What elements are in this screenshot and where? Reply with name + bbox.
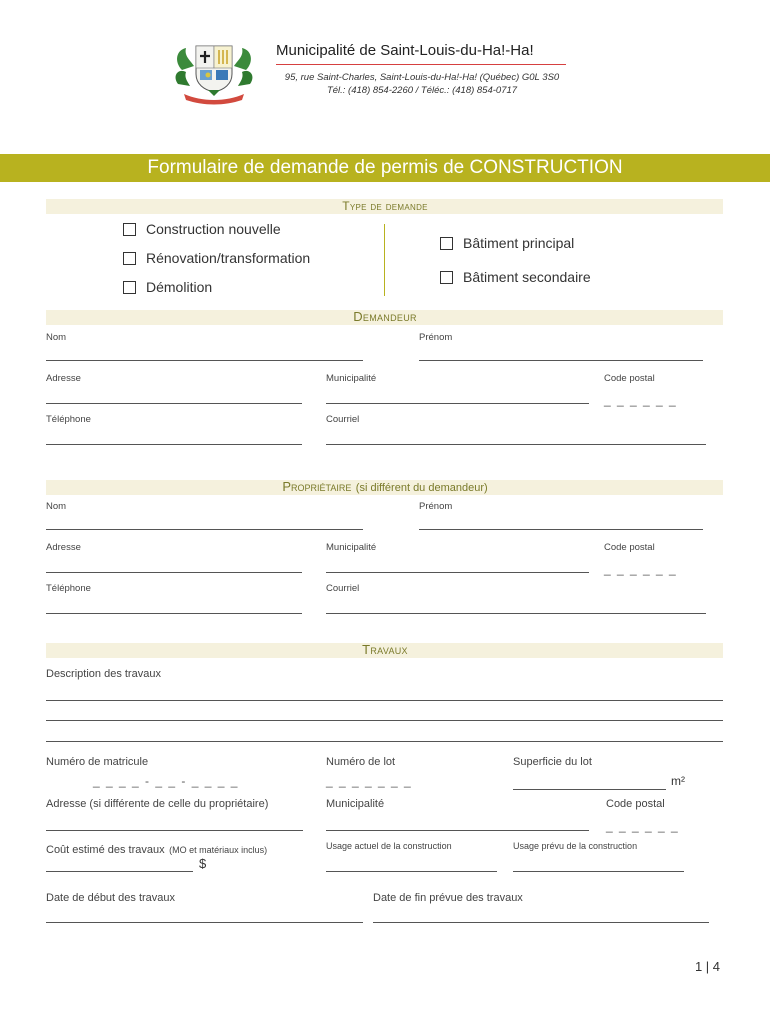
proprietaire-telephone-label: Téléphone — [46, 583, 91, 594]
demandeur-courriel-label: Courriel — [326, 414, 360, 425]
travaux-adresse-field[interactable] — [46, 830, 303, 831]
page-number: 1 | 4 — [694, 959, 720, 974]
proprietaire-code-postal-label: Code postal — [604, 542, 655, 553]
usage-actuel-field[interactable] — [326, 871, 497, 872]
proprietaire-courriel-field[interactable] — [326, 613, 706, 614]
demandeur-prenom-label: Prénom — [419, 332, 453, 343]
proprietaire-courriel-label: Courriel — [326, 583, 360, 594]
demandeur-adresse-field[interactable] — [46, 403, 302, 404]
demandeur-municipalite-label: Municipalité — [326, 373, 377, 384]
travaux-description-line-1[interactable] — [46, 700, 723, 701]
usage-prevu-field[interactable] — [513, 871, 684, 872]
cout-field[interactable] — [46, 871, 193, 872]
option-batiment-principal[interactable] — [440, 235, 574, 251]
checkbox[interactable] — [123, 252, 136, 265]
option-label: Bâtiment principal — [463, 235, 575, 251]
travaux-adresse-label: Adresse (si différente de celle du propriétaire) — [46, 798, 269, 810]
usage-actuel-label: Usage actuel de la construction — [326, 841, 452, 851]
proprietaire-nom-label: Nom — [46, 501, 67, 512]
option-renovation-transformation[interactable] — [123, 250, 310, 266]
cout-label-wrap — [46, 840, 267, 858]
proprietaire-title: Propriétaire — [282, 479, 352, 494]
travaux-municipalite-label: Municipalité — [326, 798, 385, 810]
date-fin-field[interactable] — [373, 922, 709, 923]
demandeur-telephone-label: Téléphone — [46, 414, 91, 425]
proprietaire-nom-field[interactable] — [46, 529, 363, 530]
demandeur-municipalite-field[interactable] — [326, 403, 589, 404]
date-debut-label: Date de début des travaux — [46, 892, 176, 904]
demandeur-adresse-label: Adresse — [46, 373, 81, 384]
matricule-label: Numéro de matricule — [46, 756, 149, 768]
checkbox[interactable] — [123, 281, 136, 294]
demandeur-nom-field[interactable] — [46, 360, 363, 361]
demandeur-nom-label: Nom — [46, 332, 67, 343]
proprietaire-code-postal-field[interactable]: _ _ _ _ _ _ — [604, 562, 678, 576]
municipal-coat-of-arms-logo — [172, 40, 256, 106]
cout-label: Coût estimé des travaux — [46, 844, 165, 856]
option-batiment-secondaire[interactable] — [440, 269, 591, 285]
travaux-description-line-2[interactable] — [46, 720, 723, 721]
option-label: Bâtiment secondaire — [463, 269, 591, 285]
superficie-field[interactable] — [513, 789, 666, 790]
cout-note: (MO et matériaux inclus) — [169, 845, 268, 855]
lot-label: Numéro de lot — [326, 756, 396, 768]
superficie-unit: m² — [671, 774, 685, 788]
proprietaire-municipalite-label: Municipalité — [326, 542, 377, 553]
type-divider — [384, 224, 385, 296]
demandeur-title: Demandeur — [353, 309, 417, 324]
date-fin-label: Date de fin prévue des travaux — [373, 892, 523, 904]
demandeur-prenom-field[interactable] — [419, 360, 703, 361]
municipality-name: Municipalité de Saint-Louis-du-Ha!-Ha! — [276, 42, 534, 59]
proprietaire-prenom-label: Prénom — [419, 501, 453, 512]
option-label: Démolition — [146, 279, 213, 295]
header-red-rule — [276, 64, 566, 65]
demandeur-courriel-field[interactable] — [326, 444, 706, 445]
usage-prevu-label: Usage prévu de la construction — [513, 841, 638, 851]
option-demolition[interactable] — [123, 279, 212, 295]
travaux-municipalite-field[interactable] — [326, 830, 589, 831]
option-construction-nouvelle[interactable] — [123, 221, 281, 237]
superficie-label: Superficie du lot — [513, 756, 592, 768]
travaux-description-line-3[interactable] — [46, 741, 723, 742]
municipality-phone: Tél.: (418) 854-2260 / Téléc.: (418) 854-0717 — [326, 85, 518, 96]
option-label: Construction nouvelle — [146, 221, 281, 237]
proprietaire-adresse-field[interactable] — [46, 572, 302, 573]
proprietaire-telephone-field[interactable] — [46, 613, 302, 614]
travaux-description-label: Description des travaux — [46, 668, 161, 680]
lot-field[interactable]: _ _ _ _ _ _ _ — [326, 774, 413, 788]
proprietaire-prenom-field[interactable] — [419, 529, 703, 530]
matricule-field[interactable]: _ _ _ _ - _ _ - _ _ _ _ — [93, 774, 239, 788]
date-debut-field[interactable] — [46, 922, 363, 923]
proprietaire-title-wrap — [0, 478, 770, 496]
proprietaire-adresse-label: Adresse — [46, 542, 81, 553]
proprietaire-subtitle: (si différent du demandeur) — [355, 482, 488, 494]
checkbox[interactable] — [440, 271, 453, 284]
demandeur-code-postal-field[interactable]: _ _ _ _ _ _ — [604, 393, 678, 407]
travaux-title: Travaux — [362, 642, 408, 657]
checkbox[interactable] — [440, 237, 453, 250]
type-demande-title: Type de demande — [342, 199, 428, 213]
demandeur-code-postal-label: Code postal — [604, 373, 655, 384]
option-label: Rénovation/transformation — [146, 250, 311, 266]
form-title: Formulaire de demande de permis de CONSTRUCTION — [147, 157, 623, 178]
demandeur-telephone-field[interactable] — [46, 444, 302, 445]
travaux-code-postal-field[interactable]: _ _ _ _ _ _ — [606, 819, 680, 833]
checkbox[interactable] — [123, 223, 136, 236]
municipality-address: 95, rue Saint-Charles, Saint-Louis-du-Ha!-Ha! (Québec) G0L 3S0 — [284, 72, 560, 83]
proprietaire-municipalite-field[interactable] — [326, 572, 589, 573]
travaux-code-postal-label: Code postal — [606, 798, 665, 810]
cout-unit: $ — [199, 856, 207, 871]
